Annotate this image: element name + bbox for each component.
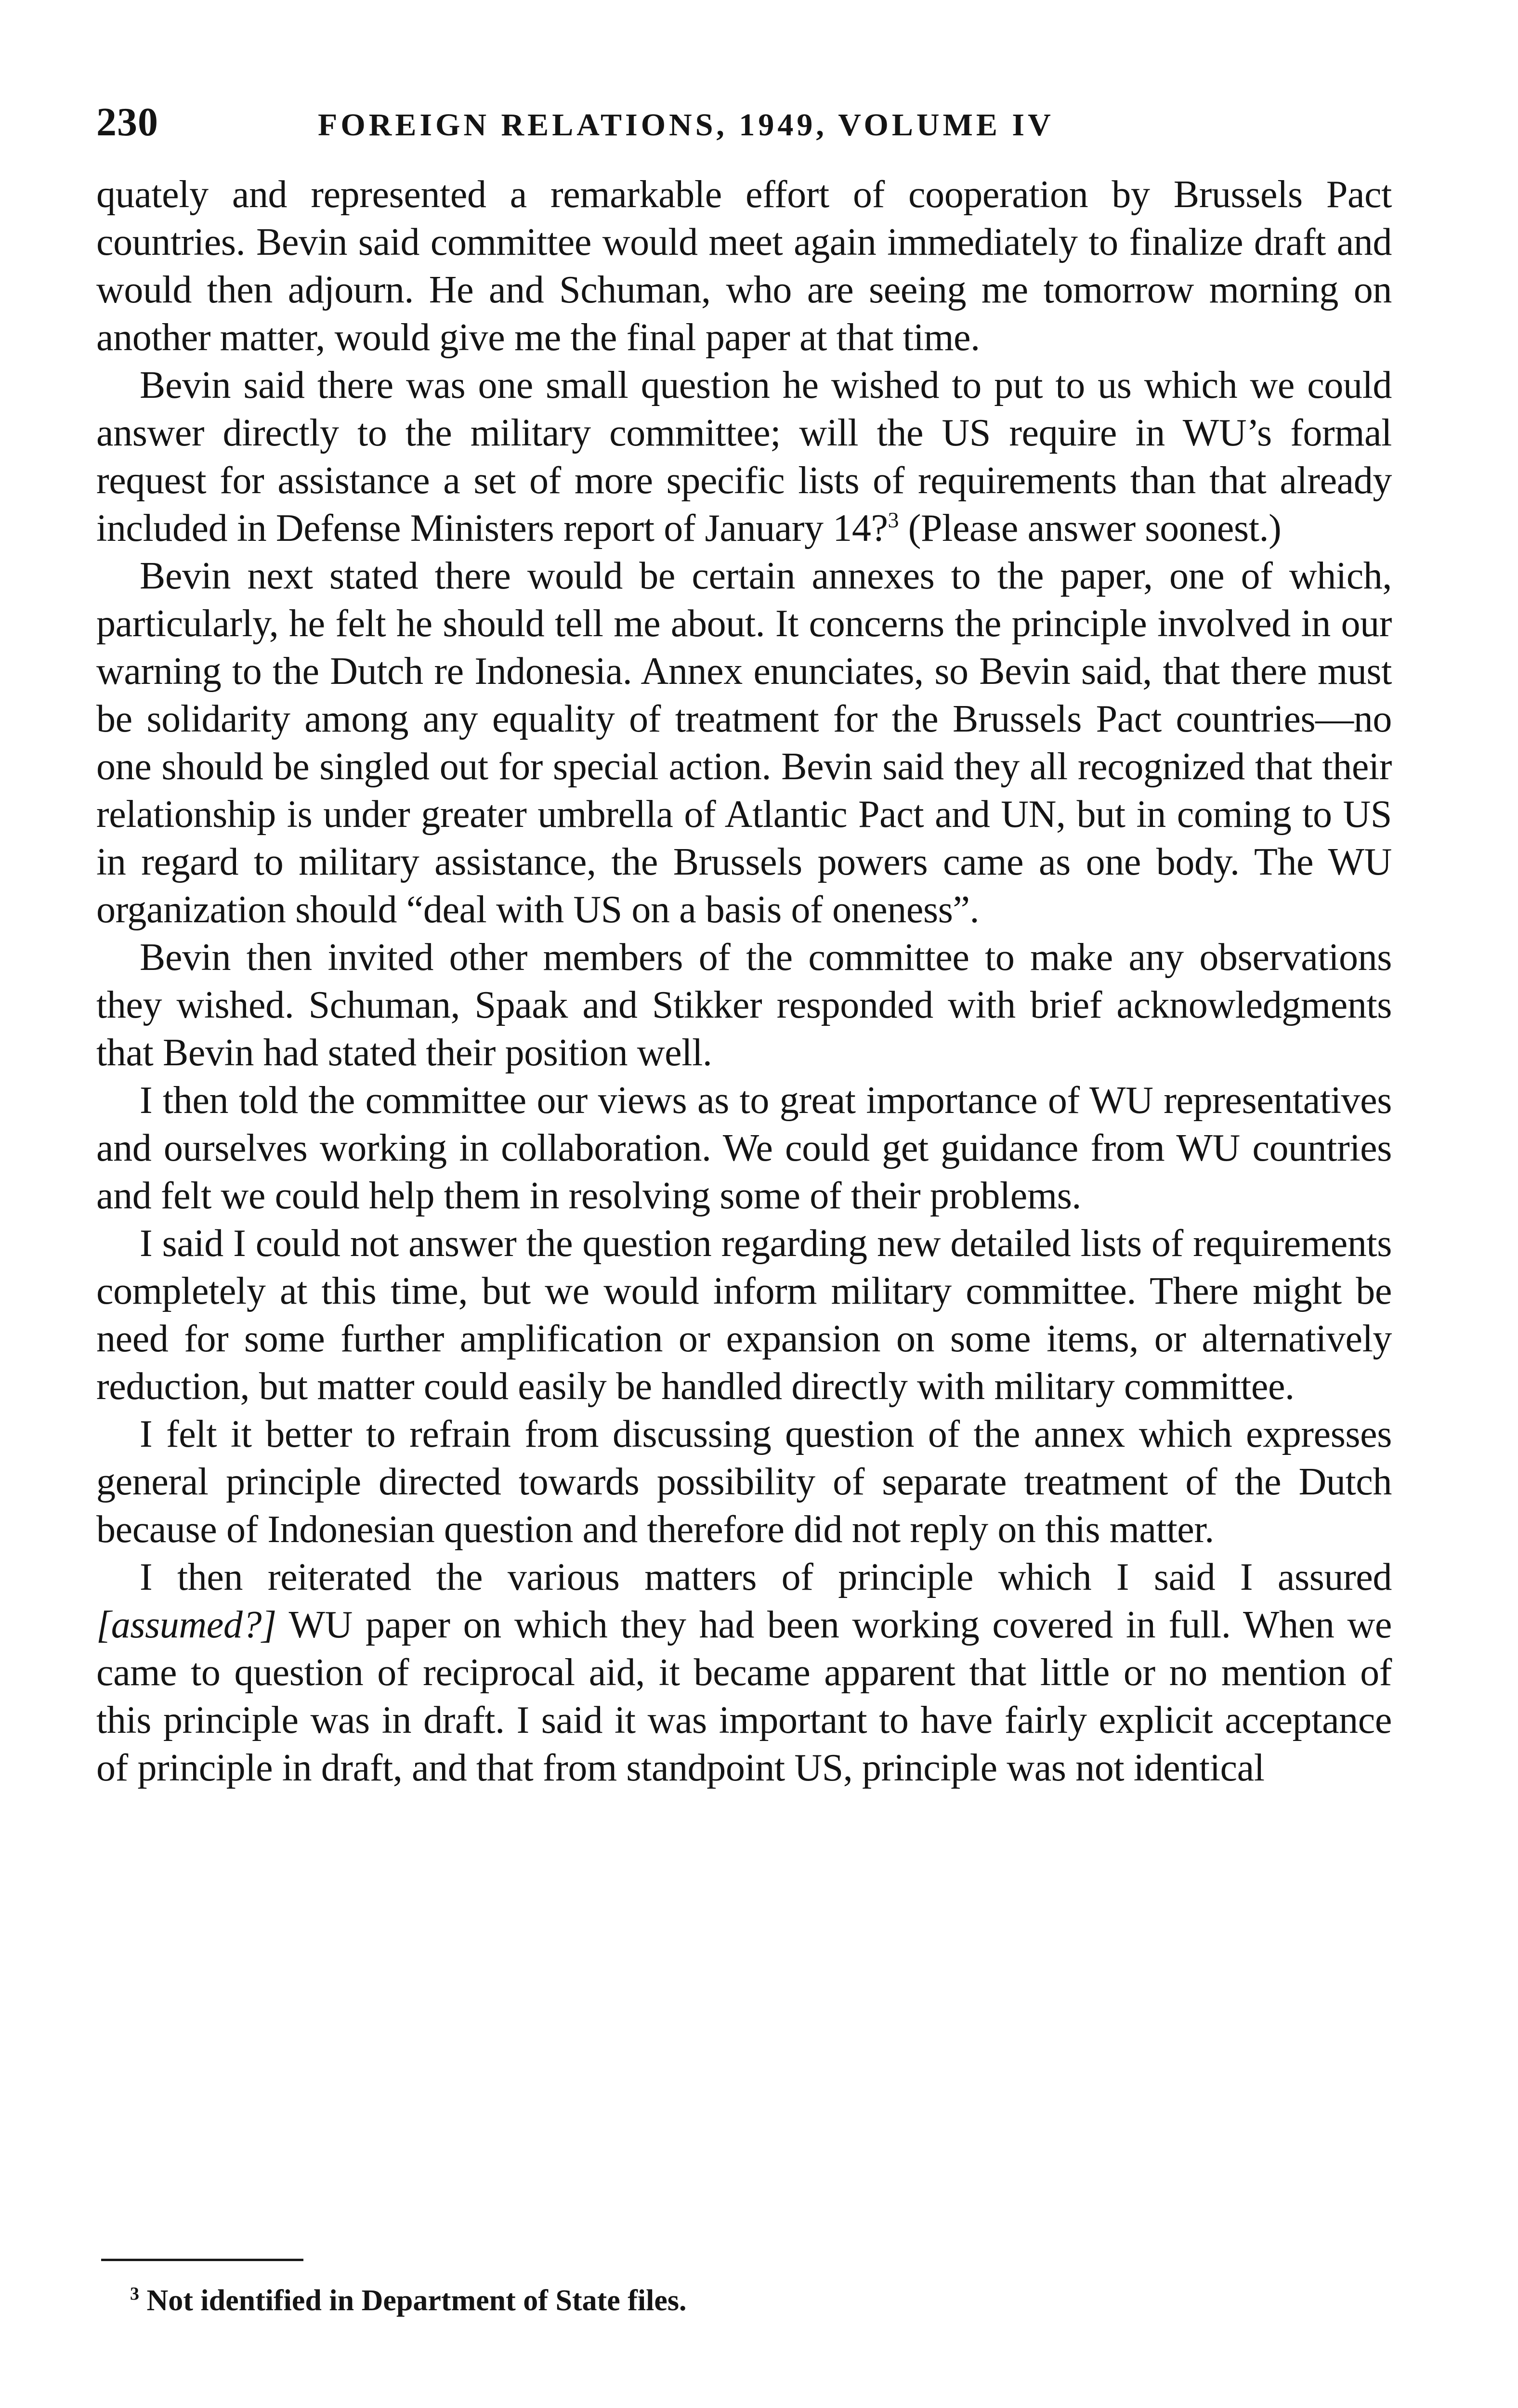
paragraph-3 <box>96 552 1392 934</box>
paragraph-text: I then told the committee our views as to great importance of WU representatives and ourselves working in collaboration. We could get guidance from WU countries and felt we could help them in resolving some of their problems. <box>96 1079 1392 1217</box>
running-title: FOREIGN RELATIONS, 1949, VOLUME IV <box>318 107 1054 143</box>
paragraph-8 <box>96 1554 1392 1792</box>
paragraph-1 <box>96 171 1392 362</box>
running-header <box>96 99 1392 157</box>
paragraph-text: I said I could not answer the question regarding new detailed lists of requirements completely at this time, but we would inform military committee. There might be need for some further amplification or expansion on some items, or alternatively reduction, but matter could easily be handled directly with military committee. <box>96 1222 1392 1408</box>
paragraph-5 <box>96 1077 1392 1220</box>
paragraph-text: Bevin then invited other members of the committee to make any observations they wished. Schuman, Spaak and Stikker responded with brief acknowledgments that Bevin had stated their position well. <box>96 936 1392 1074</box>
footnote-reference: 3 <box>888 508 899 532</box>
footnote <box>130 2284 687 2318</box>
page-number: 230 <box>96 100 158 144</box>
paragraph-text: Bevin said there was one small question he wished to put to us which we could answer directly to the military committee; will the US require in WU’s formal request for assistance a set of more specific lists of requirements than that already included in Defense Ministers report of January 14? <box>96 364 1392 550</box>
paragraph-text: Bevin next stated there would be certain annexes to the paper, one of which, particularly, he felt he should tell me about. It concerns the principle involved in our warning to the Dutch re Indonesia. Annex enunciates, so Bevin said, that there must be solidarity among any equality of treatment for the Brussels Pact countries—no one should be singled out for special action. Bevin said they all recognized that their relationship is under greater umbrella of Atlantic Pact and UN, but in coming to US in regard to military assistance, the Brussels powers came as one body. The WU organization should “deal with US on a basis of oneness”. <box>96 555 1392 931</box>
paragraph-6 <box>96 1220 1392 1411</box>
footnote-divider <box>101 2259 303 2261</box>
footnote-marker: 3 <box>130 2284 139 2304</box>
paragraph-text: (Please answer soonest.) <box>899 507 1282 550</box>
paragraph-7 <box>96 1411 1392 1554</box>
editorial-insertion: [assumed?] <box>96 1604 276 1646</box>
footnote-text: Not identified in Department of State files. <box>139 2284 687 2317</box>
paragraph-4 <box>96 934 1392 1077</box>
body-text <box>96 171 1392 1792</box>
paragraph-2 <box>96 362 1392 552</box>
paragraph-text: WU paper on which they had been working covered in full. When we came to question of reciprocal aid, it became apparent that little or no mention of this principle was in draft. I said it was important to have fairly explicit acceptance of principle in draft, and that from standpoint US, principle was not identical <box>96 1604 1392 1789</box>
paragraph-text: I felt it better to refrain from discussing question of the annex which expresses general principle directed towards possibility of separate treatment of the Dutch because of Indonesian question and therefore did not reply on this matter. <box>96 1413 1392 1551</box>
paragraph-text: I then reiterated the various matters of principle which I said I assured <box>140 1556 1392 1598</box>
document-page <box>96 99 1392 1792</box>
paragraph-text: quately and represented a remarkable effort of cooperation by Brussels Pact countries. Bevin said committee would meet again immediately to finalize draft and would then adjourn. He and Schuman, who are seeing me tomorrow morning on another matter, would give me the final paper at that time. <box>96 173 1392 359</box>
